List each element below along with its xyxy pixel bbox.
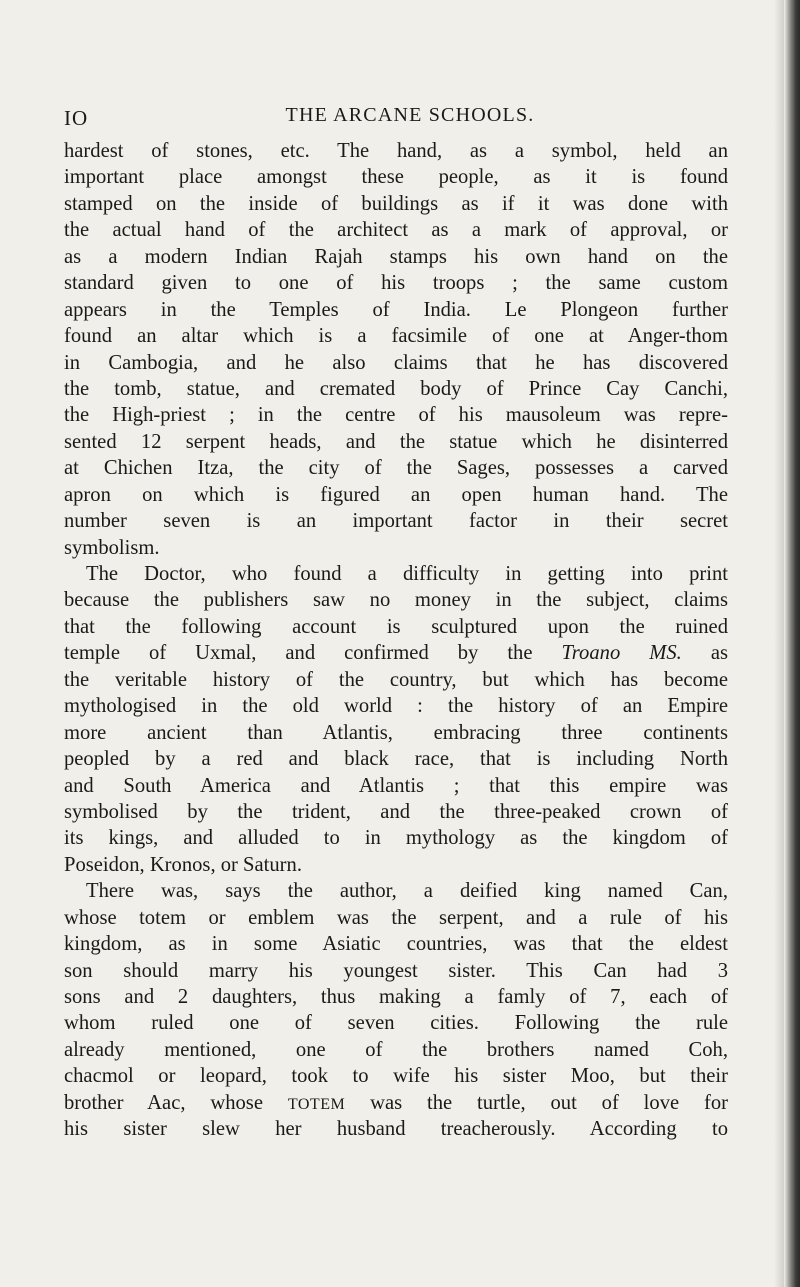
text-line: in Cambogia, and he also claims that he has discovered — [64, 351, 728, 374]
body-text — [64, 138, 728, 1143]
text-line: stamped on the inside of buildings as if it was done with — [64, 192, 728, 215]
small-caps-word: TOTEM — [287, 1095, 346, 1113]
text-line: found an altar which is a facsimile of one at Anger-thom — [64, 325, 728, 348]
text-line: standard given to one of his troops ; the same custom — [64, 272, 728, 295]
text-line: sented 12 serpent heads, and the statue which he disinterred — [64, 430, 728, 453]
text-line: peopled by a red and black race, that is including North — [64, 748, 728, 771]
page-number: IO — [64, 106, 89, 130]
text-line: chacmol or leopard, took to wife his sister Moo, but their — [64, 1065, 728, 1088]
text-line: and South America and Atlantis ; that this empire was — [64, 774, 728, 797]
text-line: number seven is an important factor in their secret — [64, 510, 728, 533]
text-line: the veritable history of the country, but which has become — [64, 668, 728, 691]
text-line: as a modern Indian Rajah stamps his own hand on the — [64, 245, 728, 268]
text-line: brother Aac, whose TOTEM was the turtle, out of love for — [64, 1091, 728, 1114]
text-line: at Chichen Itza, the city of the Sages, possesses a carved — [64, 457, 728, 480]
text-line: whom ruled one of seven cities. Following the rule — [64, 1012, 728, 1035]
italic-title: Troano MS. — [561, 642, 682, 665]
text-line: symbolised by the trident, and the three-peaked crown of — [64, 800, 728, 823]
text-line: its kings, and alluded to in mythology as the kingdom of — [64, 827, 728, 850]
text-line: hardest of stones, etc. The hand, as a symbol, held an — [64, 140, 728, 162]
text-line: sons and 2 daughters, thus making a famly of 7, each of — [64, 986, 728, 1008]
running-head-title: THE ARCANE SCHOOLS. — [285, 104, 535, 126]
text-line: the High-priest ; in the centre of his mausoleum was repre- — [64, 404, 728, 427]
text-line: his sister slew her husband treacherously. According to — [64, 1118, 728, 1141]
text-line: Poseidon, Kronos, or Saturn. — [64, 853, 302, 876]
text-line: apron on which is figured an open human hand. The — [64, 483, 728, 506]
text-line: kingdom, as in some Asiatic countries, was that the eldest — [64, 933, 728, 956]
text-line: whose totem or emblem was the serpent, and a rule of his — [64, 906, 728, 929]
text-line: son should marry his youngest sister. This Can had 3 — [64, 959, 728, 982]
text-line: temple of Uxmal, and confirmed by the Troano MS. as — [64, 642, 728, 665]
text-line: because the publishers saw no money in the subject, claims — [64, 589, 728, 612]
page-edge-shadow — [784, 0, 800, 1287]
text-line: There was, says the author, a deified king named Can, — [86, 880, 728, 903]
text-line: already mentioned, one of the brothers named Coh, — [64, 1038, 728, 1061]
text-line: more ancient than Atlantis, embracing three continents — [64, 721, 728, 744]
text-line: symbolism. — [64, 536, 160, 559]
text-line: the actual hand of the architect as a mark of approval, or — [64, 219, 728, 242]
text-line: the tomb, statue, and cremated body of Prince Cay Canchi, — [64, 377, 728, 400]
text-line: appears in the Temples of India. Le Plongeon further — [64, 298, 728, 321]
page-edge-shading — [774, 0, 784, 1287]
text-line: important place amongst these people, as it is found — [64, 166, 728, 189]
text-line: The Doctor, who found a difficulty in getting into print — [86, 563, 728, 585]
text-line: that the following account is sculptured upon the ruined — [64, 615, 728, 638]
text-line: mythologised in the old world : the history of an Empire — [64, 695, 728, 718]
